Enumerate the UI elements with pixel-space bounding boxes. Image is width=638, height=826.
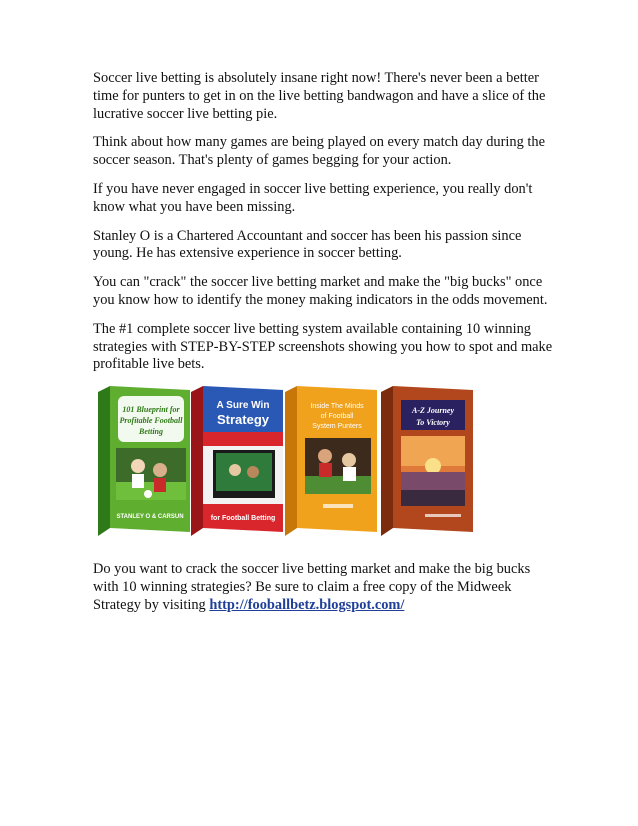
paragraph-closing bbox=[93, 561, 553, 614]
book1-title-3: Betting bbox=[138, 427, 164, 437]
paragraph-system: The #1 complete soccer live betting system available containing 10 winning strategies with STEP-BY-STEP screenshots showing you how to spot and make profitable live bets. bbox=[93, 320, 553, 373]
paragraph-author: Stanley O is a Chartered Accountant and soccer has been his passion since young. He has extensive experience in soccer betting. bbox=[93, 227, 522, 262]
book1-author: STANLEY O & CARSUN bbox=[116, 514, 184, 521]
book-cover-a-z-journey bbox=[381, 386, 473, 536]
book3-title-2: of Football bbox=[320, 413, 354, 421]
book3-title-3: System Punters bbox=[312, 423, 362, 431]
book3-title-1: Inside The Minds bbox=[310, 403, 364, 411]
paragraph-games: Think about how many games are being played on every match day during the soccer season. That's plenty of games begging for your action. bbox=[93, 134, 545, 169]
paragraph-crack: You can "crack" the soccer live betting market and make the "big bucks" once you know how to identify the money making indicators in the odds movement. bbox=[93, 274, 548, 308]
book4-title-1: A-Z Journey bbox=[412, 406, 454, 416]
paragraph-experience: If you have never engaged in soccer live betting experience, you really don't know what you have been missing. bbox=[93, 180, 533, 215]
document-page bbox=[93, 70, 553, 626]
book-covers bbox=[93, 386, 553, 546]
book2-title-2: Strategy bbox=[216, 412, 270, 428]
book2-subtitle: for Football Betting bbox=[210, 515, 276, 523]
book-cover-inside-minds bbox=[285, 386, 377, 536]
paragraph-intro: Soccer live betting is absolutely insane right now! There's never been a better time for punters to get in on the live betting bandwagon and have a slice of the lucrative soccer live betting pie. bbox=[93, 70, 546, 122]
blog-link[interactable]: http://fooballbetz.blogspot.com/ bbox=[209, 596, 405, 613]
book1-title-1: 101 Blueprint for bbox=[122, 405, 180, 415]
book1-title-2: Profitable Football bbox=[119, 416, 183, 426]
book4-title-2: To Victory bbox=[416, 418, 450, 428]
book-cover-sure-win bbox=[191, 386, 283, 536]
closing-text: Do you want to crack the soccer live betting market and make the big bucks with 10 winning strategies? Be sure to claim a free copy of the Midweek Strategy by visiting bbox=[93, 561, 531, 613]
book2-title-1: A Sure Win bbox=[216, 400, 270, 412]
book-cover-blueprint bbox=[98, 386, 190, 536]
